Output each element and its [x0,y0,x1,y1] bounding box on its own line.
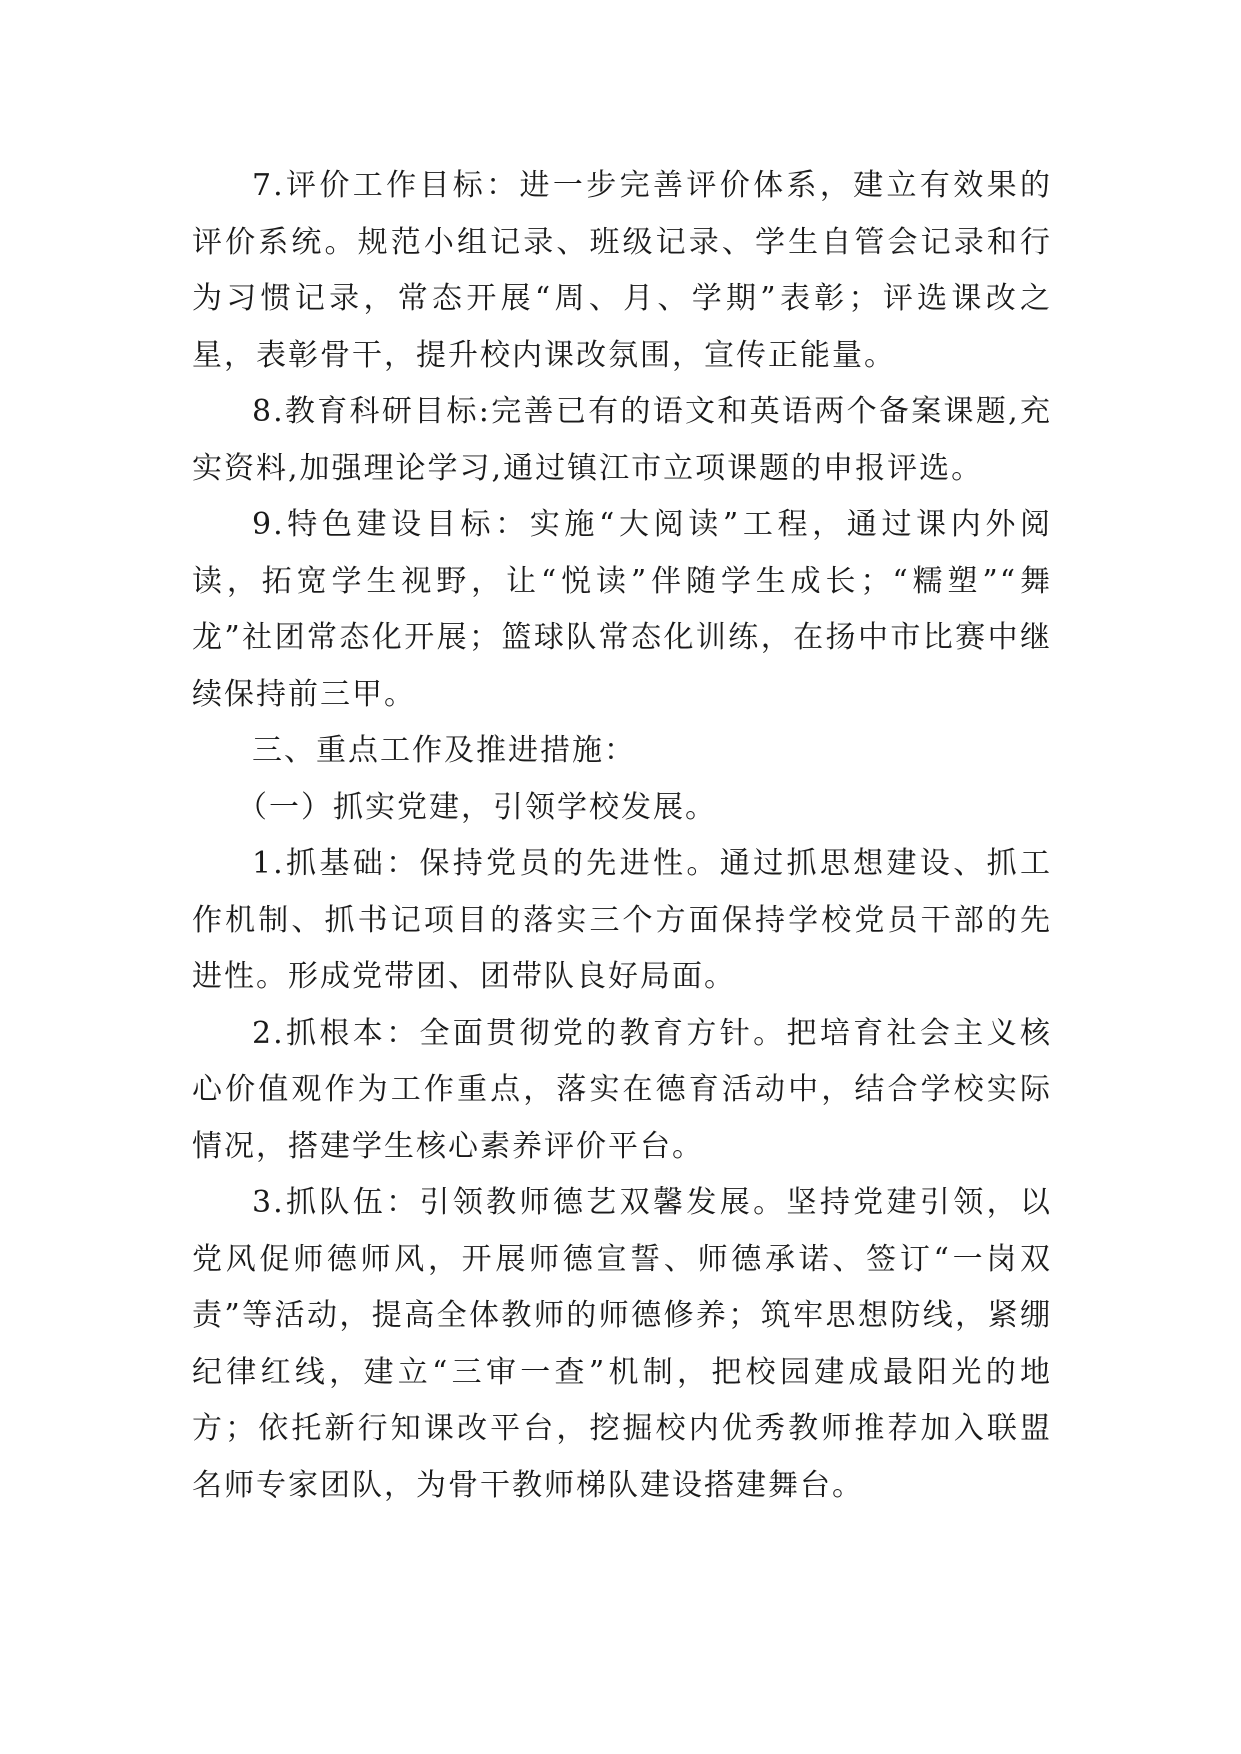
paragraph-evaluation-goal: 7.评价工作目标：进一步完善评价体系，建立有效果的评价系统。规范小组记录、班级记录、学生自管会记录和行为习惯记录，常态开展“周、月、学期”表彰；评选课改之星，表彰骨干，提升校内课改氛围，宣传正能量。 [192,168,1052,373]
document-page [192,158,1052,1514]
paragraph-feature-goal: 9.特色建设目标：实施“大阅读”工程，通过课内外阅读，拓宽学生视野，让“悦读”伴随学生成长；“糯塑”“舞龙”社团常态化开展；篮球队常态化训练，在扬中市比赛中继续保持前三甲。 [192,507,1052,712]
paragraph-team: 3.抓队伍：引领教师德艺双馨发展。坚持党建引领，以党风促师德师风，开展师德宣誓、师德承诺、签订“一岗双责”等活动，提高全体教师的师德修养；筑牢思想防线，紧绷纪律红线，建立“三审一查”机制，把校园建成最阳光的地方；依托新行知课改平台，挖掘校内优秀教师推荐加入联盟名师专家团队，为骨干教师梯队建设搭建舞台。 [192,1185,1052,1503]
section-heading-key-work: 三、重点工作及推进措施： [252,733,636,768]
subsection-heading-party-building: （一）抓实党建，引领学校发展。 [237,789,717,825]
paragraph-fundamental: 2.抓根本：全面贯彻党的教育方针。把培育社会主义核心价值观作为工作重点，落实在德育活动中，结合学校实际情况，搭建学生核心素养评价平台。 [192,1015,1052,1164]
paragraph-foundation: 1.抓基础：保持党员的先进性。通过抓思想建设、抓工作机制、抓书记项目的落实三个方面保持学校党员干部的先进性。形成党带团、团带队良好局面。 [192,846,1052,994]
paragraph-research-goal: 8.教育科研目标:完善已有的语文和英语两个备案课题,充实资料,加强理论学习,通过镇江市立项课题的申报评选。 [192,394,1052,486]
